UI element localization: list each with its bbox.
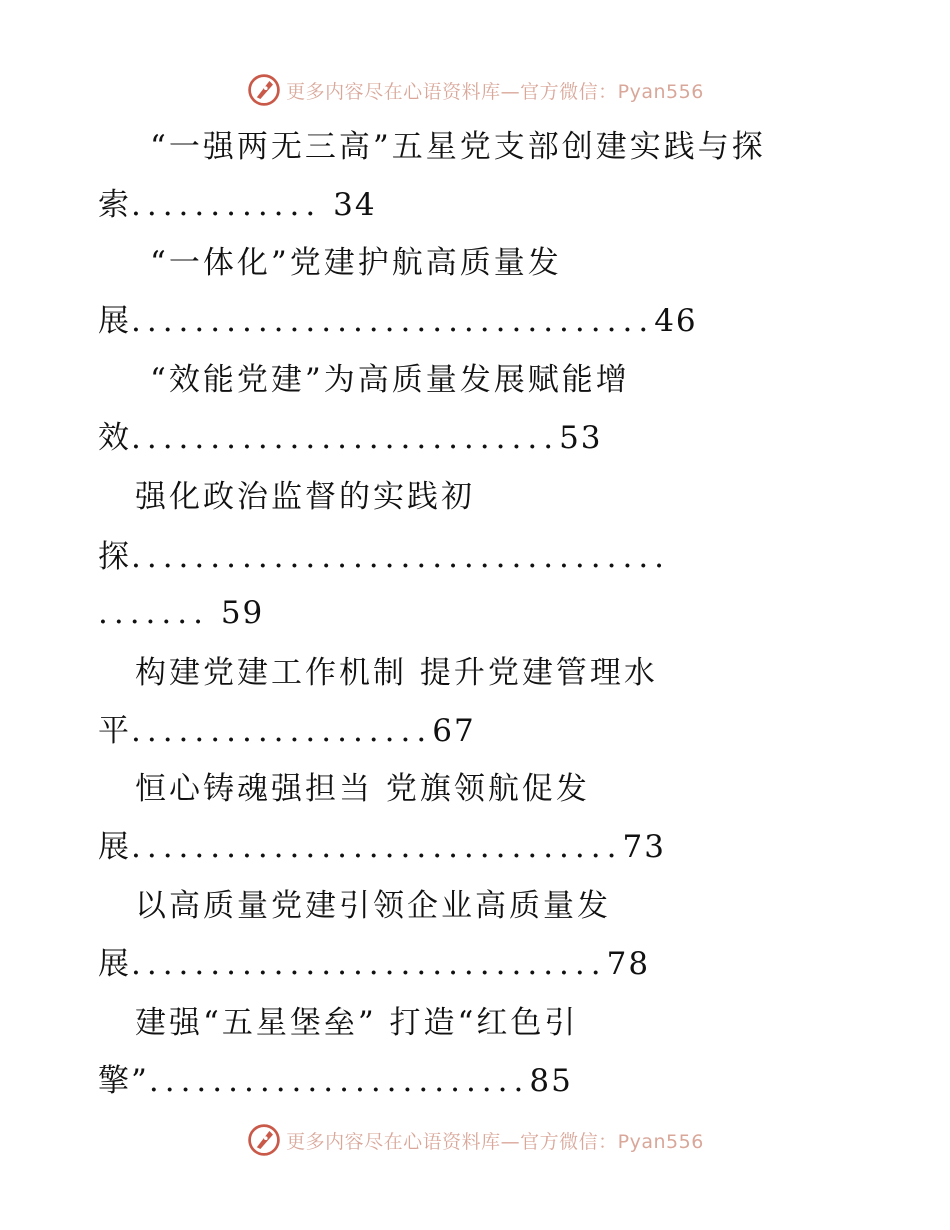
toc-entry-title: 构建党建工作机制 提升党建管理水 xyxy=(135,655,658,691)
toc-dots: .................................. xyxy=(131,539,671,575)
watermark-text: 更多内容尽在心语资料库—官方微信：Pyan556 xyxy=(286,1130,704,1153)
toc-entry-title: 恒心铸魂强担当 党旗领航促发 xyxy=(135,771,590,807)
toc-entry-lead: 索 xyxy=(98,187,131,223)
toc-entry-leader xyxy=(0,180,950,230)
toc-page-number: 53 xyxy=(559,420,603,456)
toc-dots: ........................ xyxy=(148,1063,530,1099)
toc-entry-leader xyxy=(0,296,950,346)
toc-entry-lead: 展 xyxy=(98,829,131,865)
toc-entry-title: “效能党建”为高质量发展赋能增 xyxy=(150,362,630,398)
toc-entry-lead: 展 xyxy=(98,303,131,339)
toc-dots: ............ xyxy=(131,187,322,223)
toc-dots: ................... xyxy=(131,713,433,749)
pen-nib-logo-icon xyxy=(246,1122,282,1158)
toc-page-number: 78 xyxy=(606,946,651,982)
toc-entry-title: “一体化”党建护航高质量发 xyxy=(150,245,562,281)
toc-dots: .............................. xyxy=(131,946,607,982)
toc-page-number: 85 xyxy=(529,1063,573,1099)
toc-page-number: 67 xyxy=(432,713,476,749)
toc-dots: ........................... xyxy=(131,420,560,456)
toc-entry-leader xyxy=(0,1056,950,1106)
toc-entry-lead: 擎” xyxy=(98,1063,149,1099)
toc-entry-leader xyxy=(0,413,950,463)
toc-entry-leader xyxy=(0,706,950,756)
toc-dots: ............................... xyxy=(131,829,623,865)
footer-watermark xyxy=(0,1120,950,1160)
toc-dots: ................................. xyxy=(131,303,655,339)
toc-page-number: 46 xyxy=(654,303,698,339)
toc-entry-leader xyxy=(0,939,950,989)
toc-entry-leader-continued xyxy=(0,588,950,638)
toc-page-number: 59 xyxy=(208,595,265,631)
watermark-text: 更多内容尽在心语资料库—官方微信：Pyan556 xyxy=(286,80,704,103)
toc-entry-title: “一强两无三高”五星党支部创建实践与探 xyxy=(150,129,766,165)
toc-entry-title: 建强“五星堡垒” 打造“红色引 xyxy=(135,1005,579,1041)
toc-entry-lead: 平 xyxy=(98,713,131,749)
toc-entry-title: 以高质量党建引领企业高质量发 xyxy=(135,888,611,924)
toc-entry-leader xyxy=(0,822,950,872)
toc-page-number: 73 xyxy=(622,829,666,865)
pen-nib-logo-icon xyxy=(246,72,282,108)
header-watermark xyxy=(0,70,950,110)
toc-page-number: 34 xyxy=(321,187,377,223)
toc-entry-lead: 探 xyxy=(98,539,131,575)
toc-entry-lead: 效 xyxy=(98,420,131,456)
toc-dots: ....... xyxy=(98,595,209,631)
toc-entry-title: 强化政治监督的实践初 xyxy=(135,479,475,515)
toc-entry-leader xyxy=(0,532,950,582)
toc-entry-lead: 展 xyxy=(98,946,131,982)
